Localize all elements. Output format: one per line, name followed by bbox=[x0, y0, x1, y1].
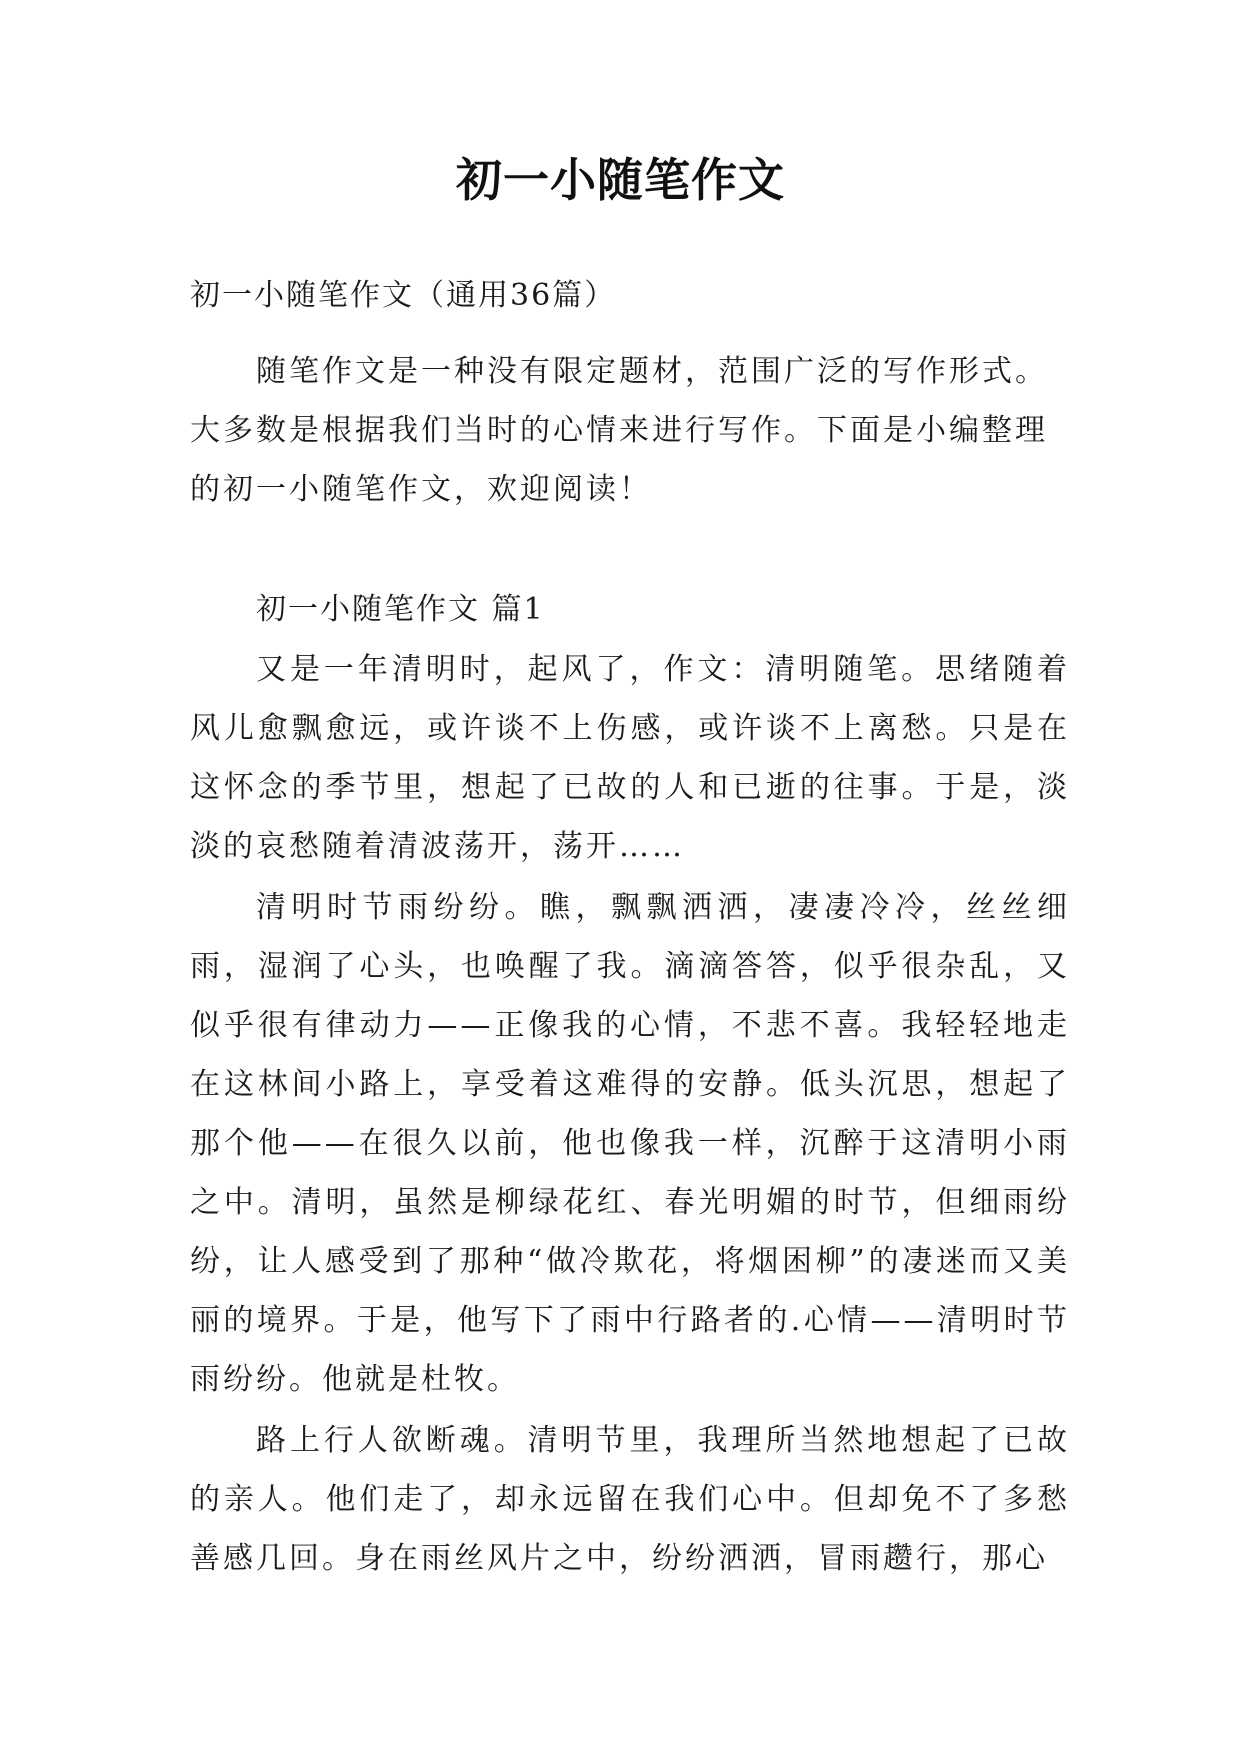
document-subtitle: 初一小随笔作文（通用36篇） bbox=[190, 278, 617, 313]
document-title: 初一小随笔作文 bbox=[456, 153, 785, 207]
body-paragraph-1: 又是一年清明时，起风了，作文：清明随笔。思绪随着风儿愈飘愈远，或许谈不上伤感，或许谈不上离愁。只是在这怀念的季节里，想起了已故的人和已逝的往事。于是，淡淡的哀愁随着清波荡开，荡开…… bbox=[190, 652, 1070, 864]
section-heading: 初一小随笔作文 篇1 bbox=[256, 592, 545, 627]
intro-paragraph: 随笔作文是一种没有限定题材，范围广泛的写作形式。大多数是根据我们当时的心情来进行写作。下面是小编整理的初一小随笔作文，欢迎阅读！ bbox=[190, 354, 1048, 507]
body-paragraph-3: 路上行人欲断魂。清明节里，我理所当然地想起了已故的亲人。他们走了，却永远留在我们心中。但却免不了多愁善感几回。身在雨丝风片之中，纷纷洒洒，冒雨趱行，那心 bbox=[190, 1423, 1070, 1576]
body-paragraph-2: 清明时节雨纷纷。瞧，飘飘洒洒，凄凄冷冷，丝丝细雨，湿润了心头，也唤醒了我。滴滴答答，似乎很杂乱，又似乎很有律动力——正像我的心情，不悲不喜。我轻轻地走在这林间小路上，享受着这难得的安静。低头沉思，想起了那个他——在很久以前，他也像我一样，沉醉于这清明小雨之中。清明，虽然是柳绿花红、春光明媚的时节，但细雨纷纷，让人感受到了那种“做冷欺花，将烟困柳”的凄迷而又美丽的境界。于是，他写下了雨中行路者的.心情——清明时节雨纷纷。他就是杜牧。 bbox=[190, 890, 1070, 1397]
section-body bbox=[190, 640, 1070, 1588]
